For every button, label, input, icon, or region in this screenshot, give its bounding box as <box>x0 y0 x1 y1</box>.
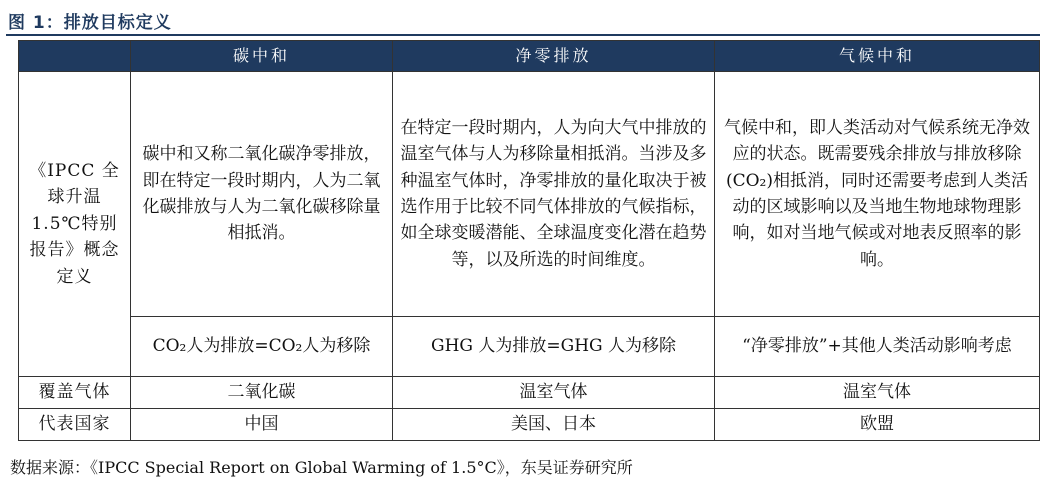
cell-gas-carbon-neutral: 二氧化碳 <box>131 377 393 409</box>
cell-gas-net-zero: 温室气体 <box>393 377 715 409</box>
cell-formula-climate-neutral: “净零排放”+其他人类活动影响考虑 <box>715 317 1040 377</box>
cell-formula-carbon-neutral: CO₂人为排放=CO₂人为移除 <box>131 317 393 377</box>
table-row-formula <box>19 317 1040 377</box>
definitions-table <box>18 40 1040 441</box>
table-row-gas <box>19 377 1040 409</box>
table-row-concept <box>19 72 1040 317</box>
cell-concept-carbon-neutral: 碳中和又称二氧化碳净零排放，即在特定一段时期内，人为二氧化碳排放与人为二氧化碳移除量相抵消。 <box>131 72 393 317</box>
header-blank <box>19 41 131 72</box>
cell-formula-net-zero: GHG 人为排放=GHG 人为移除 <box>393 317 715 377</box>
cell-country-net-zero: 美国、日本 <box>393 409 715 441</box>
cell-country-climate-neutral: 欧盟 <box>715 409 1040 441</box>
header-carbon-neutral: 碳中和 <box>131 41 393 72</box>
figure-title: 图 1：排放目标定义 <box>8 13 172 33</box>
cell-concept-net-zero: 在特定一段时期内，人为向大气中排放的温室气体与人为移除量相抵消。当涉及多种温室气体时，净零排放的量化取决于被选作用于比较不同气体排放的气候指标，如全球变暖潜能、全球温度变化潜在趋势等，以及所选的时间维度。 <box>393 72 715 317</box>
row-label-gas: 覆盖气体 <box>19 377 131 409</box>
header-net-zero: 净零排放 <box>393 41 715 72</box>
title-rule <box>6 34 1040 36</box>
cell-concept-climate-neutral: 气候中和，即人类活动对气候系统无净效应的状态。既需要残余排放与排放移除(CO₂)相抵消，同时还需要考虑到人类活动的区域影响以及当地生物地球物理影响，如对当地气候或对地表反照率的影响。 <box>715 72 1040 317</box>
row-label-country: 代表国家 <box>19 409 131 441</box>
table-row-country <box>19 409 1040 441</box>
table-header-row <box>19 41 1040 72</box>
header-climate-neutral: 气候中和 <box>715 41 1040 72</box>
row-label-concept: 《IPCC 全球升温 1.5℃特别报告》概念定义 <box>19 72 131 377</box>
cell-gas-climate-neutral: 温室气体 <box>715 377 1040 409</box>
cell-country-carbon-neutral: 中国 <box>131 409 393 441</box>
source-note: 数据来源：《IPCC Special Report on Global Warming of 1.5°C》，东吴证券研究所 <box>10 458 633 477</box>
